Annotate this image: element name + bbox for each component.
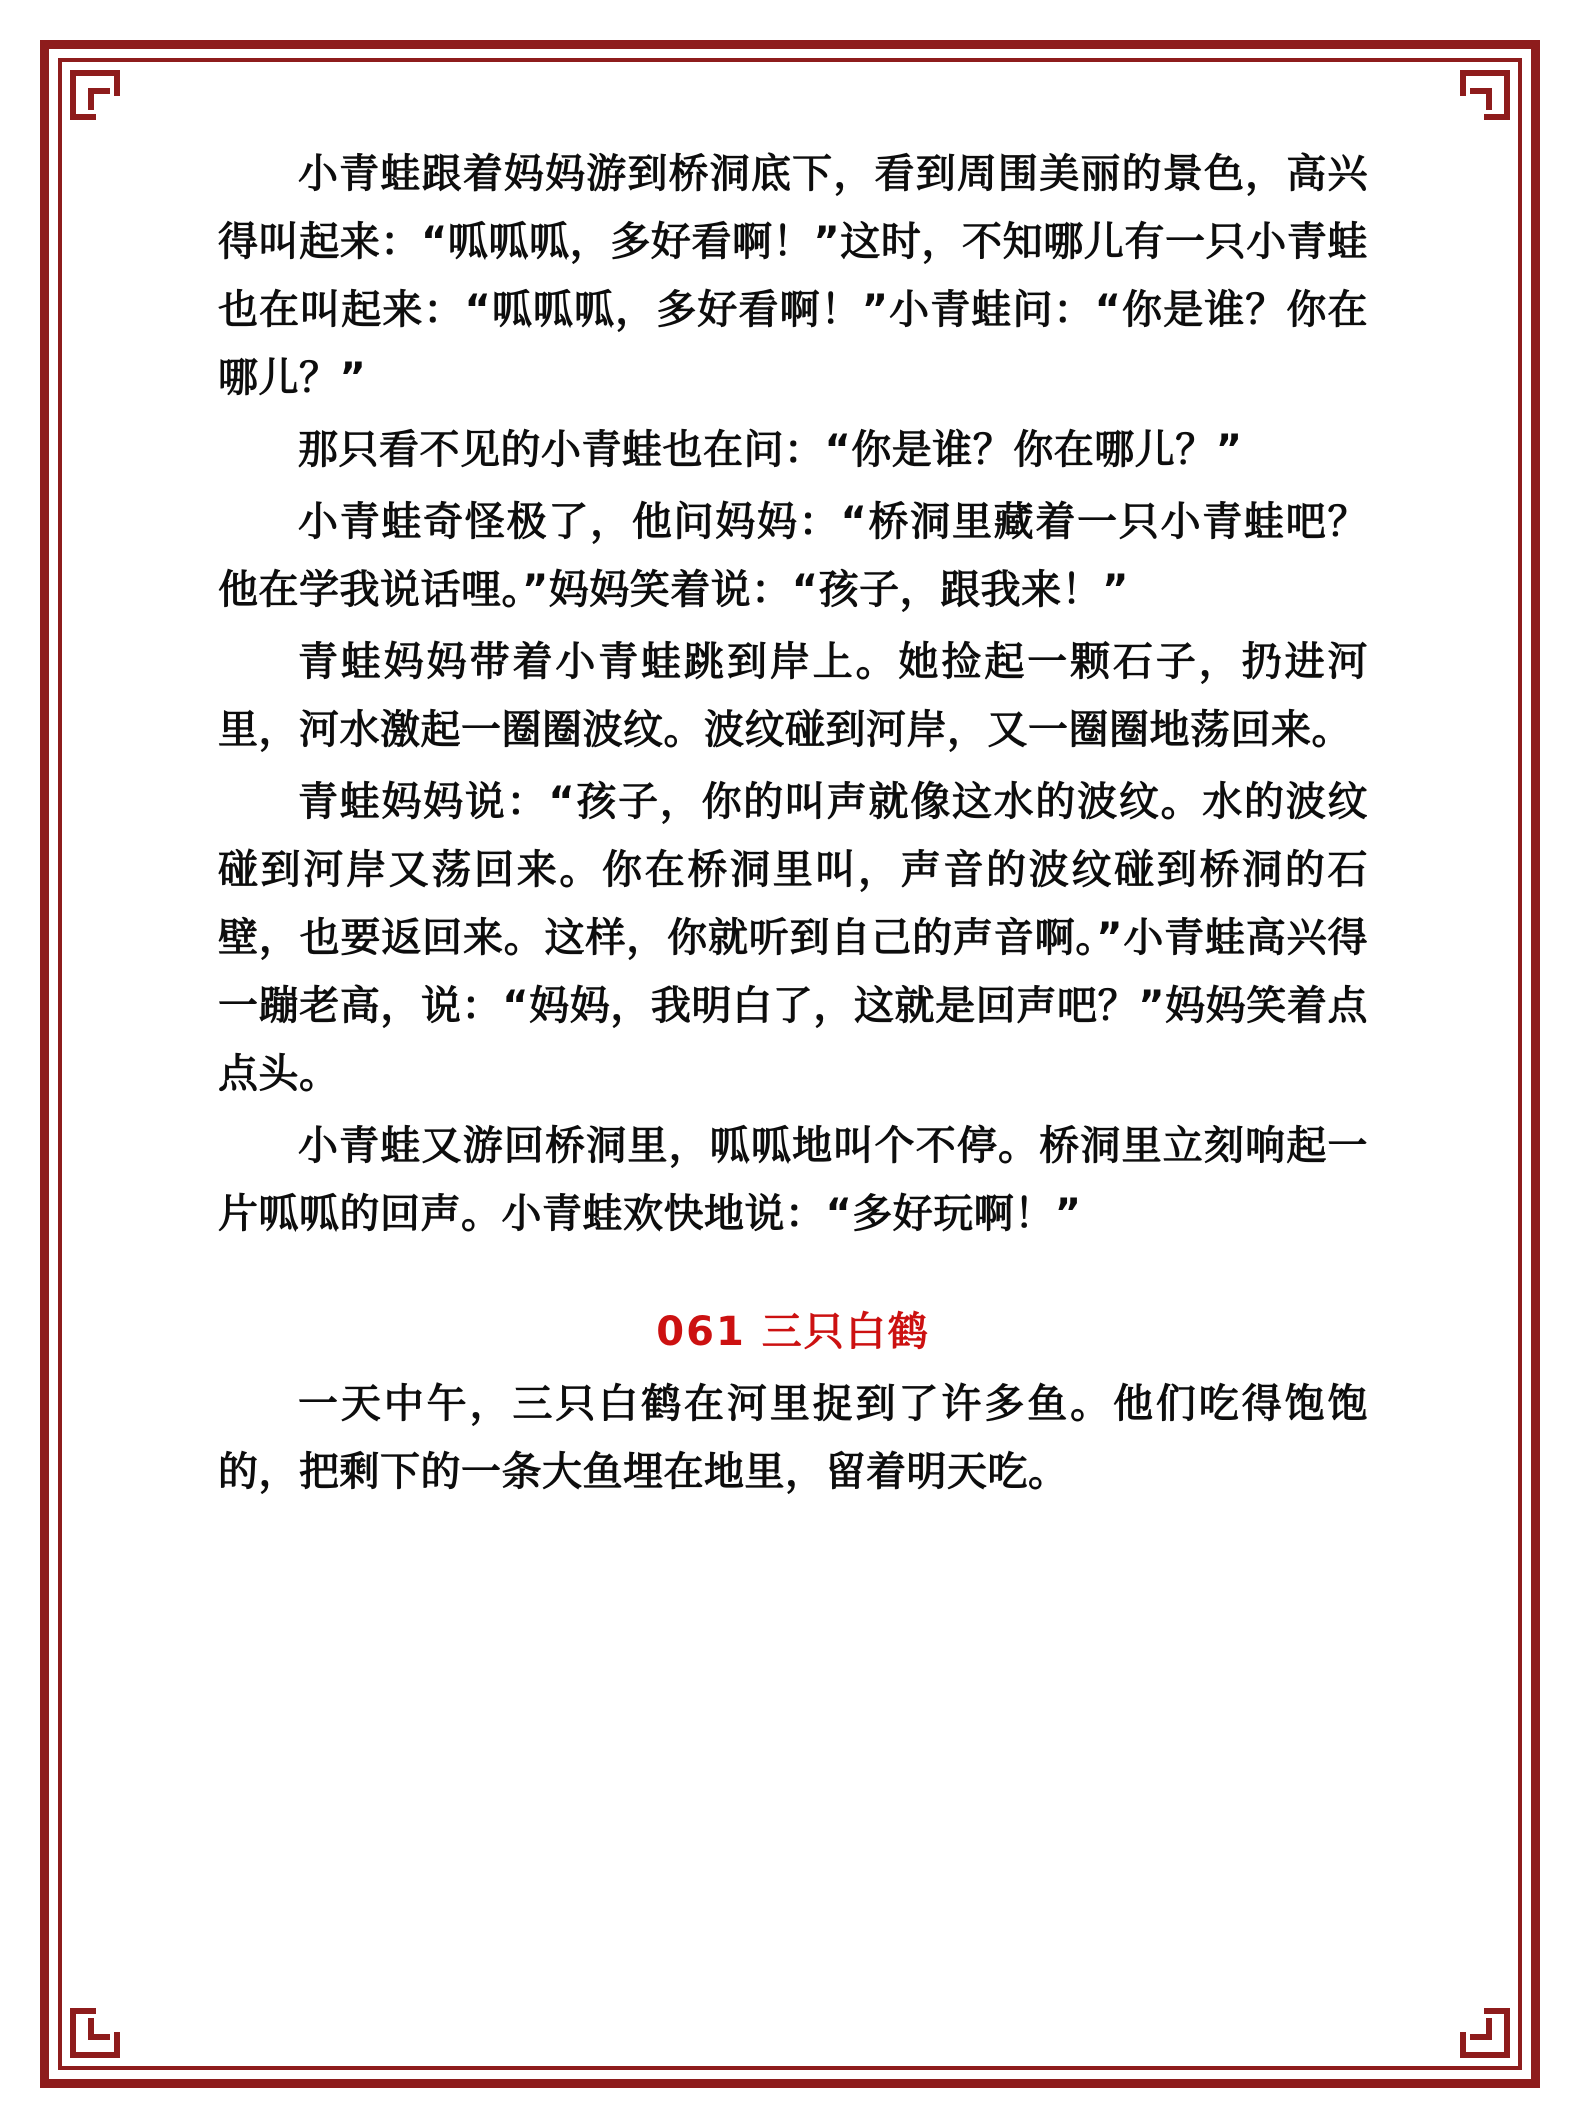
paragraph: 小青蛙奇怪极了，他问妈妈：“桥洞里藏着一只小青蛙吧？他在学我说话哩。”妈妈笑着说：“孩子，跟我来！” (218, 499, 1368, 613)
corner-ornament-bottom-right (1440, 1988, 1532, 2080)
paragraph: 那只看不见的小青蛙也在问：“你是谁？你在哪儿？” (298, 427, 1243, 473)
corner-ornament-bottom-left (48, 1988, 140, 2080)
corner-ornament-top-left (48, 48, 140, 140)
paragraph: 青蛙妈妈说：“孩子，你的叫声就像这水的波纹。水的波纹碰到河岸又荡回来。你在桥洞里叫，声音的波纹碰到桥洞的石壁，也要返回来。这样，你就听到自己的声音啊。”小青蛙高兴得一蹦老高，说：“妈妈，我明白了，这就是回声吧？”妈妈笑着点点头。 (218, 779, 1368, 1097)
section-heading (218, 1300, 1368, 1364)
section-number: 061 (656, 1309, 746, 1355)
paragraph: 小青蛙跟着妈妈游到桥洞底下，看到周围美丽的景色，高兴得叫起来：“呱呱呱，多好看啊！”这时，不知哪儿有一只小青蛙也在叫起来：“呱呱呱，多好看啊！”小青蛙问：“你是谁？你在哪儿？” (218, 151, 1368, 401)
paragraph: 小青蛙又游回桥洞里，呱呱地叫个不停。桥洞里立刻响起一片呱呱的回声。小青蛙欢快地说：“多好玩啊！” (218, 1123, 1368, 1237)
corner-ornament-top-right (1440, 48, 1532, 140)
paragraph: 一天中午，三只白鹤在河里捉到了许多鱼。他们吃得饱饱的，把剩下的一条大鱼埋在地里，留着明天吃。 (218, 1381, 1368, 1495)
document-body (218, 140, 1368, 1510)
paragraph: 青蛙妈妈带着小青蛙跳到岸上。她捡起一颗石子，扔进河里，河水激起一圈圈波纹。波纹碰到河岸，又一圈圈地荡回来。 (218, 639, 1368, 753)
section-title-text: 三只白鹤 (761, 1309, 930, 1355)
